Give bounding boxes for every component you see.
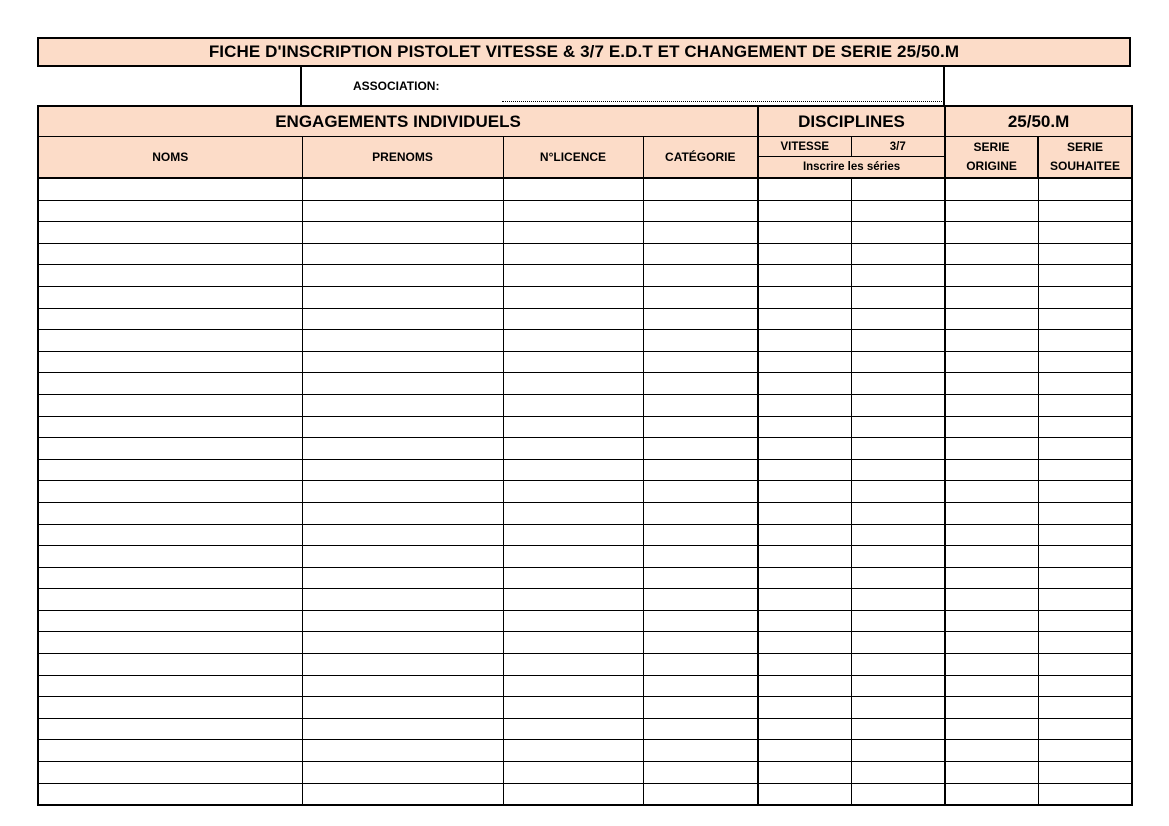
- licence-cell[interactable]: [503, 351, 643, 373]
- serie-origine-cell[interactable]: [945, 200, 1038, 222]
- table-row: [38, 610, 1132, 632]
- serie-souhaitee-cell[interactable]: [1038, 308, 1132, 330]
- serie-origine-cell[interactable]: [945, 243, 1038, 265]
- nom-cell[interactable]: [38, 567, 302, 589]
- association-label: ASSOCIATION:: [353, 79, 440, 93]
- serie-souhaitee-cell[interactable]: [1038, 675, 1132, 697]
- serie-origine-cell[interactable]: [945, 524, 1038, 546]
- licence-cell[interactable]: [503, 740, 643, 762]
- table-row: [38, 416, 1132, 438]
- licence-cell[interactable]: [503, 308, 643, 330]
- trois-sept-cell[interactable]: [851, 718, 945, 740]
- trois-sept-cell[interactable]: [851, 783, 945, 805]
- prenom-cell[interactable]: [302, 265, 503, 287]
- categorie-cell[interactable]: [643, 438, 758, 460]
- serie-souhaitee-cell[interactable]: [1038, 546, 1132, 568]
- serie-origine-cell[interactable]: [945, 481, 1038, 503]
- trois-sept-cell[interactable]: [851, 589, 945, 611]
- serie-origine-cell[interactable]: [945, 632, 1038, 654]
- serie-souhaitee-cell[interactable]: [1038, 373, 1132, 395]
- categorie-cell[interactable]: [643, 286, 758, 308]
- table-row: [38, 438, 1132, 460]
- vitesse-header: VITESSE: [758, 137, 851, 157]
- serie-origine-cell[interactable]: [945, 502, 1038, 524]
- categorie-cell[interactable]: [643, 762, 758, 784]
- trois-sept-cell[interactable]: [851, 222, 945, 244]
- vitesse-cell[interactable]: [758, 200, 851, 222]
- prenom-cell[interactable]: [302, 740, 503, 762]
- table-row: [38, 330, 1132, 352]
- prenom-cell[interactable]: [302, 718, 503, 740]
- serie-souhaitee-cell[interactable]: [1038, 416, 1132, 438]
- noms-header: NOMS: [38, 137, 302, 179]
- serie-origine-cell[interactable]: [945, 330, 1038, 352]
- licence-cell[interactable]: [503, 632, 643, 654]
- vitesse-cell[interactable]: [758, 459, 851, 481]
- serie-origine-cell[interactable]: [945, 394, 1038, 416]
- categorie-cell[interactable]: [643, 589, 758, 611]
- serie-souhaitee-cell[interactable]: [1038, 567, 1132, 589]
- trois-sept-cell[interactable]: [851, 286, 945, 308]
- trois-sept-cell[interactable]: [851, 567, 945, 589]
- nom-cell[interactable]: [38, 330, 302, 352]
- vitesse-cell[interactable]: [758, 654, 851, 676]
- vitesse-cell[interactable]: [758, 718, 851, 740]
- prenoms-header: PRENOMS: [302, 137, 503, 179]
- trois-sept-cell[interactable]: [851, 330, 945, 352]
- table-row: [38, 783, 1132, 805]
- table-row: [38, 589, 1132, 611]
- table-row: [38, 200, 1132, 222]
- serie-origine-line2: ORIGINE: [966, 159, 1017, 173]
- table-row: [38, 697, 1132, 719]
- licence-cell[interactable]: [503, 265, 643, 287]
- trois-sept-cell[interactable]: [851, 394, 945, 416]
- categorie-cell[interactable]: [643, 330, 758, 352]
- categorie-cell[interactable]: [643, 697, 758, 719]
- trois-sept-cell[interactable]: [851, 610, 945, 632]
- categorie-cell[interactable]: [643, 610, 758, 632]
- categorie-cell[interactable]: [643, 308, 758, 330]
- vitesse-cell[interactable]: [758, 589, 851, 611]
- licence-cell[interactable]: [503, 330, 643, 352]
- licence-cell[interactable]: [503, 243, 643, 265]
- serie-souhaitee-cell[interactable]: [1038, 610, 1132, 632]
- table-row: [38, 286, 1132, 308]
- nom-cell[interactable]: [38, 740, 302, 762]
- prenom-cell[interactable]: [302, 697, 503, 719]
- licence-cell[interactable]: [503, 200, 643, 222]
- licence-cell[interactable]: [503, 589, 643, 611]
- categorie-cell[interactable]: [643, 222, 758, 244]
- trois-sept-cell[interactable]: [851, 524, 945, 546]
- trois-sept-cell[interactable]: [851, 654, 945, 676]
- nom-cell[interactable]: [38, 610, 302, 632]
- licence-cell[interactable]: [503, 286, 643, 308]
- prenom-cell[interactable]: [302, 330, 503, 352]
- trois-sept-cell[interactable]: [851, 373, 945, 395]
- prenom-cell[interactable]: [302, 610, 503, 632]
- nom-cell[interactable]: [38, 286, 302, 308]
- serie-souhaitee-cell[interactable]: [1038, 481, 1132, 503]
- nom-cell[interactable]: [38, 718, 302, 740]
- table-row: [38, 675, 1132, 697]
- vitesse-cell[interactable]: [758, 567, 851, 589]
- trois-sept-cell[interactable]: [851, 502, 945, 524]
- divider: [300, 67, 302, 105]
- distance-header: 25/50.M: [945, 106, 1132, 137]
- categorie-cell[interactable]: [643, 654, 758, 676]
- serie-souhaitee-cell[interactable]: [1038, 654, 1132, 676]
- prenom-cell[interactable]: [302, 351, 503, 373]
- licence-cell[interactable]: [503, 610, 643, 632]
- entries-body: [38, 178, 1132, 805]
- categorie-cell[interactable]: [643, 416, 758, 438]
- divider: [943, 67, 945, 105]
- vitesse-cell[interactable]: [758, 243, 851, 265]
- prenom-cell[interactable]: [302, 178, 503, 200]
- licence-cell[interactable]: [503, 481, 643, 503]
- prenom-cell[interactable]: [302, 373, 503, 395]
- trois-sept-cell[interactable]: [851, 178, 945, 200]
- vitesse-cell[interactable]: [758, 740, 851, 762]
- serie-origine-cell[interactable]: [945, 286, 1038, 308]
- serie-souhaitee-cell[interactable]: [1038, 330, 1132, 352]
- serie-souhaitee-cell[interactable]: [1038, 265, 1132, 287]
- categorie-cell[interactable]: [643, 243, 758, 265]
- nom-cell[interactable]: [38, 546, 302, 568]
- table-row: [38, 222, 1132, 244]
- prenom-cell[interactable]: [302, 200, 503, 222]
- categorie-header: CATÉGORIE: [643, 137, 758, 179]
- vitesse-cell[interactable]: [758, 762, 851, 784]
- serie-origine-cell[interactable]: [945, 546, 1038, 568]
- licence-cell[interactable]: [503, 416, 643, 438]
- table-row: [38, 394, 1132, 416]
- serie-souhaitee-cell[interactable]: [1038, 438, 1132, 460]
- categorie-cell[interactable]: [643, 783, 758, 805]
- nom-cell[interactable]: [38, 762, 302, 784]
- prenom-cell[interactable]: [302, 654, 503, 676]
- trois-sept-cell[interactable]: [851, 243, 945, 265]
- nom-cell[interactable]: [38, 373, 302, 395]
- categorie-cell[interactable]: [643, 718, 758, 740]
- entries-table: [37, 105, 1133, 806]
- categorie-cell[interactable]: [643, 524, 758, 546]
- vitesse-cell[interactable]: [758, 783, 851, 805]
- prenom-cell[interactable]: [302, 783, 503, 805]
- serie-souhaitee-cell[interactable]: [1038, 178, 1132, 200]
- vitesse-cell[interactable]: [758, 546, 851, 568]
- serie-origine-cell[interactable]: [945, 762, 1038, 784]
- nom-cell[interactable]: [38, 502, 302, 524]
- serie-origine-cell[interactable]: [945, 222, 1038, 244]
- serie-origine-line1: SERIE: [973, 140, 1010, 154]
- table-row: [38, 459, 1132, 481]
- vitesse-cell[interactable]: [758, 351, 851, 373]
- serie-souhaitee-cell[interactable]: [1038, 459, 1132, 481]
- serie-origine-cell[interactable]: [945, 373, 1038, 395]
- licence-cell[interactable]: [503, 654, 643, 676]
- licence-cell[interactable]: [503, 675, 643, 697]
- prenom-cell[interactable]: [302, 308, 503, 330]
- serie-origine-cell[interactable]: [945, 567, 1038, 589]
- licence-cell[interactable]: [503, 222, 643, 244]
- vitesse-cell[interactable]: [758, 675, 851, 697]
- licence-cell[interactable]: [503, 178, 643, 200]
- association-row: [37, 67, 1131, 105]
- categorie-cell[interactable]: [643, 178, 758, 200]
- prenom-cell[interactable]: [302, 762, 503, 784]
- nom-cell[interactable]: [38, 222, 302, 244]
- serie-souhaitee-cell[interactable]: [1038, 524, 1132, 546]
- trois-sept-cell[interactable]: [851, 546, 945, 568]
- nom-cell[interactable]: [38, 675, 302, 697]
- vitesse-cell[interactable]: [758, 481, 851, 503]
- table-row: [38, 567, 1132, 589]
- serie-origine-cell[interactable]: [945, 308, 1038, 330]
- table-row: [38, 243, 1132, 265]
- table-row: [38, 654, 1132, 676]
- licence-cell[interactable]: [503, 546, 643, 568]
- trois-sept-cell[interactable]: [851, 481, 945, 503]
- serie-souhaitee-cell[interactable]: [1038, 394, 1132, 416]
- table-row: [38, 178, 1132, 200]
- serie-souhaitee-cell[interactable]: [1038, 351, 1132, 373]
- engagements-header: ENGAGEMENTS INDIVIDUELS: [38, 106, 758, 137]
- serie-origine-header: [945, 137, 1038, 179]
- prenom-cell[interactable]: [302, 502, 503, 524]
- licence-cell[interactable]: [503, 762, 643, 784]
- licence-cell[interactable]: [503, 567, 643, 589]
- inscrire-header: Inscrire les séries: [758, 157, 945, 179]
- serie-origine-cell[interactable]: [945, 178, 1038, 200]
- vitesse-cell[interactable]: [758, 610, 851, 632]
- table-row: [38, 546, 1132, 568]
- serie-origine-cell[interactable]: [945, 610, 1038, 632]
- vitesse-cell[interactable]: [758, 330, 851, 352]
- trois-sept-cell[interactable]: [851, 308, 945, 330]
- table-row: [38, 632, 1132, 654]
- categorie-cell[interactable]: [643, 459, 758, 481]
- serie-souhaitee-cell[interactable]: [1038, 286, 1132, 308]
- nom-cell[interactable]: [38, 654, 302, 676]
- vitesse-cell[interactable]: [758, 697, 851, 719]
- serie-souhaitee-cell[interactable]: [1038, 632, 1132, 654]
- prenom-cell[interactable]: [302, 589, 503, 611]
- serie-souhaitee-line2: SOUHAITEE: [1050, 159, 1121, 173]
- trois-sept-cell[interactable]: [851, 416, 945, 438]
- prenom-cell[interactable]: [302, 546, 503, 568]
- table-row: [38, 762, 1132, 784]
- serie-souhaitee-cell[interactable]: [1038, 502, 1132, 524]
- serie-origine-cell[interactable]: [945, 416, 1038, 438]
- serie-origine-cell[interactable]: [945, 718, 1038, 740]
- nom-cell[interactable]: [38, 697, 302, 719]
- serie-souhaitee-cell[interactable]: [1038, 762, 1132, 784]
- vitesse-cell[interactable]: [758, 524, 851, 546]
- serie-souhaitee-cell[interactable]: [1038, 718, 1132, 740]
- trois-sept-cell[interactable]: [851, 740, 945, 762]
- vitesse-cell[interactable]: [758, 632, 851, 654]
- nom-cell[interactable]: [38, 783, 302, 805]
- categorie-cell[interactable]: [643, 632, 758, 654]
- licence-cell[interactable]: [503, 783, 643, 805]
- serie-origine-cell[interactable]: [945, 675, 1038, 697]
- table-row: [38, 524, 1132, 546]
- nom-cell[interactable]: [38, 416, 302, 438]
- prenom-cell[interactable]: [302, 222, 503, 244]
- nom-cell[interactable]: [38, 351, 302, 373]
- prenom-cell[interactable]: [302, 675, 503, 697]
- licence-cell[interactable]: [503, 394, 643, 416]
- table-row: [38, 308, 1132, 330]
- serie-origine-cell[interactable]: [945, 589, 1038, 611]
- prenom-cell[interactable]: [302, 481, 503, 503]
- serie-souhaitee-cell[interactable]: [1038, 222, 1132, 244]
- vitesse-cell[interactable]: [758, 394, 851, 416]
- table-row: [38, 265, 1132, 287]
- prenom-cell[interactable]: [302, 632, 503, 654]
- trois-sept-cell[interactable]: [851, 438, 945, 460]
- serie-souhaitee-cell[interactable]: [1038, 783, 1132, 805]
- vitesse-cell[interactable]: [758, 222, 851, 244]
- trois-sept-header: 3/7: [851, 137, 945, 157]
- licence-cell[interactable]: [503, 459, 643, 481]
- trois-sept-cell[interactable]: [851, 675, 945, 697]
- serie-souhaitee-cell[interactable]: [1038, 200, 1132, 222]
- vitesse-cell[interactable]: [758, 265, 851, 287]
- nom-cell[interactable]: [38, 459, 302, 481]
- nom-cell[interactable]: [38, 265, 302, 287]
- serie-souhaitee-cell[interactable]: [1038, 740, 1132, 762]
- trois-sept-cell[interactable]: [851, 200, 945, 222]
- trois-sept-cell[interactable]: [851, 762, 945, 784]
- licence-cell[interactable]: [503, 373, 643, 395]
- nom-cell[interactable]: [38, 438, 302, 460]
- serie-origine-cell[interactable]: [945, 697, 1038, 719]
- prenom-cell[interactable]: [302, 567, 503, 589]
- table-row: [38, 481, 1132, 503]
- serie-origine-cell[interactable]: [945, 265, 1038, 287]
- prenom-cell[interactable]: [302, 438, 503, 460]
- serie-origine-cell[interactable]: [945, 351, 1038, 373]
- licence-header: N°LICENCE: [503, 137, 643, 179]
- serie-origine-cell[interactable]: [945, 654, 1038, 676]
- categorie-cell[interactable]: [643, 351, 758, 373]
- vitesse-cell[interactable]: [758, 178, 851, 200]
- licence-cell[interactable]: [503, 502, 643, 524]
- categorie-cell[interactable]: [643, 740, 758, 762]
- categorie-cell[interactable]: [643, 481, 758, 503]
- nom-cell[interactable]: [38, 178, 302, 200]
- serie-souhaitee-cell[interactable]: [1038, 697, 1132, 719]
- categorie-cell[interactable]: [643, 265, 758, 287]
- categorie-cell[interactable]: [643, 200, 758, 222]
- nom-cell[interactable]: [38, 589, 302, 611]
- serie-origine-cell[interactable]: [945, 438, 1038, 460]
- vitesse-cell[interactable]: [758, 416, 851, 438]
- licence-cell[interactable]: [503, 697, 643, 719]
- categorie-cell[interactable]: [643, 675, 758, 697]
- table-row: [38, 718, 1132, 740]
- trois-sept-cell[interactable]: [851, 697, 945, 719]
- form-title: FICHE D'INSCRIPTION PISTOLET VITESSE & 3/7 E.D.T ET CHANGEMENT DE SERIE 25/50.M: [37, 37, 1131, 67]
- trois-sept-cell[interactable]: [851, 632, 945, 654]
- association-field[interactable]: [502, 91, 942, 102]
- categorie-cell[interactable]: [643, 502, 758, 524]
- nom-cell[interactable]: [38, 481, 302, 503]
- prenom-cell[interactable]: [302, 394, 503, 416]
- vitesse-cell[interactable]: [758, 373, 851, 395]
- table-row: [38, 502, 1132, 524]
- categorie-cell[interactable]: [643, 394, 758, 416]
- disciplines-header: DISCIPLINES: [758, 106, 945, 137]
- serie-souhaitee-line1: SERIE: [1067, 140, 1104, 154]
- nom-cell[interactable]: [38, 243, 302, 265]
- table-row: [38, 740, 1132, 762]
- licence-cell[interactable]: [503, 438, 643, 460]
- categorie-cell[interactable]: [643, 546, 758, 568]
- serie-souhaitee-cell[interactable]: [1038, 243, 1132, 265]
- prenom-cell[interactable]: [302, 524, 503, 546]
- prenom-cell[interactable]: [302, 286, 503, 308]
- trois-sept-cell[interactable]: [851, 459, 945, 481]
- vitesse-cell[interactable]: [758, 308, 851, 330]
- table-row: [38, 373, 1132, 395]
- nom-cell[interactable]: [38, 394, 302, 416]
- nom-cell[interactable]: [38, 524, 302, 546]
- registration-form: [37, 37, 1131, 806]
- serie-souhaitee-header: [1038, 137, 1132, 179]
- prenom-cell[interactable]: [302, 416, 503, 438]
- serie-origine-cell[interactable]: [945, 459, 1038, 481]
- serie-origine-cell[interactable]: [945, 740, 1038, 762]
- vitesse-cell[interactable]: [758, 438, 851, 460]
- vitesse-cell[interactable]: [758, 286, 851, 308]
- serie-origine-cell[interactable]: [945, 783, 1038, 805]
- prenom-cell[interactable]: [302, 459, 503, 481]
- categorie-cell[interactable]: [643, 373, 758, 395]
- serie-souhaitee-cell[interactable]: [1038, 589, 1132, 611]
- table-row: [38, 351, 1132, 373]
- nom-cell[interactable]: [38, 632, 302, 654]
- licence-cell[interactable]: [503, 524, 643, 546]
- vitesse-cell[interactable]: [758, 502, 851, 524]
- trois-sept-cell[interactable]: [851, 265, 945, 287]
- nom-cell[interactable]: [38, 200, 302, 222]
- nom-cell[interactable]: [38, 308, 302, 330]
- categorie-cell[interactable]: [643, 567, 758, 589]
- prenom-cell[interactable]: [302, 243, 503, 265]
- trois-sept-cell[interactable]: [851, 351, 945, 373]
- licence-cell[interactable]: [503, 718, 643, 740]
